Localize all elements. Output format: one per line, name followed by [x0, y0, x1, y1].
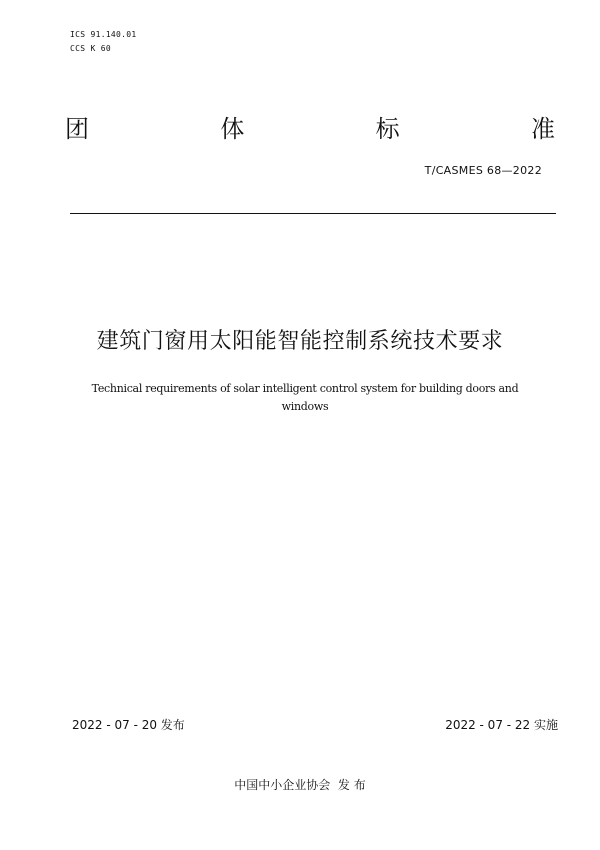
publisher: 中国中小企业协会 发 布 [234, 778, 366, 792]
implementation-date: 2022 - 07 - 22 实施 [445, 718, 558, 732]
standard-type-title [65, 112, 555, 146]
standard-type-char: 体 [220, 115, 245, 143]
document-title-en-line: windows [281, 400, 329, 413]
ccs-code: CCS K 60 [70, 44, 111, 53]
document-title-en [80, 380, 530, 416]
standard-type-char: 准 [530, 115, 555, 143]
issue-date: 2022 - 07 - 20 发布 [72, 718, 185, 732]
standard-type-char: 标 [375, 115, 400, 143]
document-title-en-line: Technical requirements of solar intelligent control system for building doors and [91, 382, 519, 395]
header-divider [70, 213, 556, 214]
document-title-cn: 建筑门窗用太阳能智能控制系统技术要求 [96, 329, 504, 354]
classification-codes [70, 28, 137, 56]
standard-type-char: 团 [65, 115, 89, 143]
ics-code: ICS 91.140.01 [70, 30, 137, 39]
standard-number: T/CASMES 68—2022 [424, 164, 542, 177]
